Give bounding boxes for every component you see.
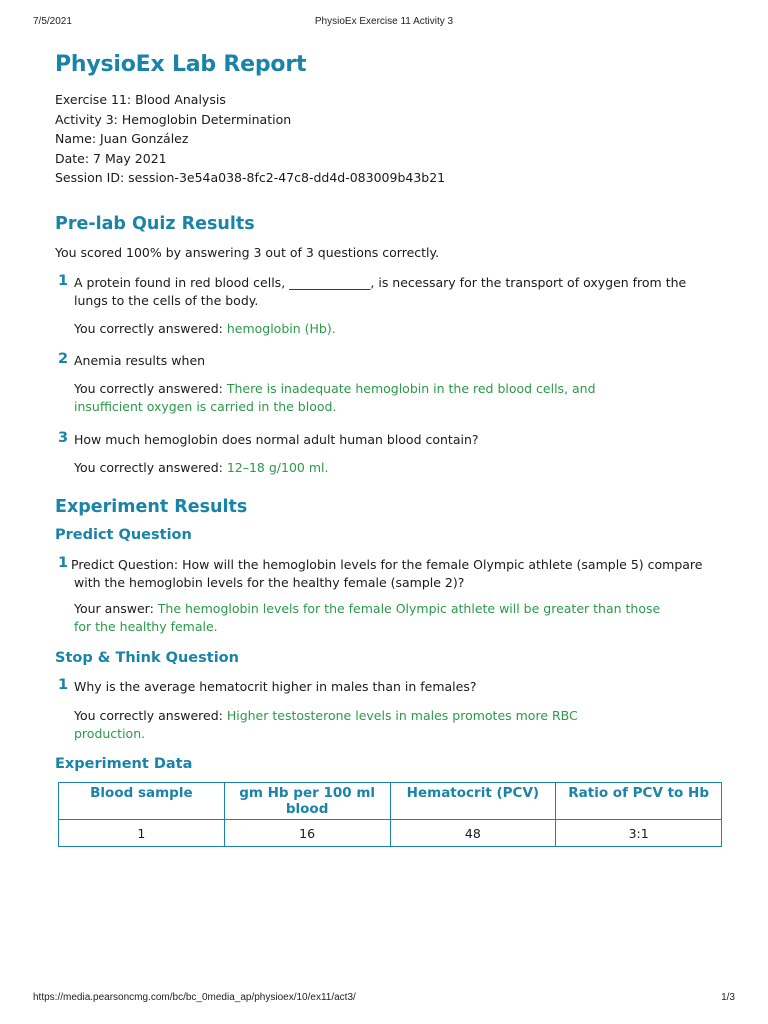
answer-text-cont: production. bbox=[74, 726, 146, 741]
footer-url[interactable]: https://media.pearsoncmg.com/bc/bc_0media_ap/physioex/10/ex11/act3/ bbox=[33, 992, 356, 1003]
answer-text: hemoglobin (Hb). bbox=[226, 321, 336, 336]
print-footer bbox=[0, 992, 768, 1006]
answer-label: Your answer: bbox=[74, 601, 158, 616]
answer-text: 12–18 g/100 ml. bbox=[226, 460, 329, 475]
meta-date: Date: 7 May 2021 bbox=[55, 150, 167, 166]
experiment-data-table bbox=[58, 782, 722, 847]
question-line: Predict Question: How will the hemoglobin levels for the female Olympic athlete (sample 5) compare bbox=[71, 557, 703, 572]
stop-think-question bbox=[55, 678, 725, 743]
answer bbox=[74, 600, 725, 636]
question-text: How much hemoglobin does normal adult human blood contain? bbox=[74, 432, 479, 447]
question-text bbox=[71, 556, 725, 592]
column-header: gm Hb per 100 ml blood bbox=[224, 783, 390, 820]
question-number: 2 bbox=[58, 351, 69, 367]
predict-question bbox=[55, 556, 725, 636]
question-text: Anemia results when bbox=[74, 353, 206, 368]
meta-activity: Activity 3: Hemoglobin Determination bbox=[55, 111, 292, 127]
experiment-data-heading: Experiment Data bbox=[55, 756, 193, 772]
stop-think-heading: Stop & Think Question bbox=[55, 650, 239, 666]
answer-text: There is inadequate hemoglobin in the red blood cells, and bbox=[226, 381, 596, 396]
question-line: with the hemoglobin levels for the healthy female (sample 2)? bbox=[74, 575, 465, 590]
column-header: Ratio of PCV to Hb bbox=[556, 783, 722, 820]
prelab-heading: Pre-lab Quiz Results bbox=[55, 214, 255, 234]
quiz-question-2 bbox=[55, 352, 725, 416]
question-number: 3 bbox=[58, 430, 69, 446]
question-line: A protein found in red blood cells, _____________, is necessary for the transport of oxygen from the bbox=[74, 275, 687, 290]
table-cell: 1 bbox=[59, 820, 225, 847]
meta-session-id: Session ID: session-3e54a038-8fc2-47c8-dd4d-083009b43b21 bbox=[55, 170, 446, 185]
print-title: PhysioEx Exercise 11 Activity 3 bbox=[314, 16, 454, 27]
question-text: Why is the average hematocrit higher in males than in females? bbox=[74, 679, 477, 694]
prelab-score: You scored 100% by answering 3 out of 3 questions correctly. bbox=[55, 245, 440, 260]
table-cell: 3:1 bbox=[556, 820, 722, 847]
print-date: 7/5/2021 bbox=[33, 16, 72, 27]
answer-text-cont: insufficient oxygen is carried in the blood. bbox=[74, 399, 337, 414]
answer-label: You correctly answered: bbox=[74, 708, 227, 723]
answer-text-cont: for the healthy female. bbox=[74, 619, 218, 634]
column-header: Hematocrit (PCV) bbox=[390, 783, 556, 820]
answer-label: You correctly answered: bbox=[74, 381, 227, 396]
meta-exercise: Exercise 11: Blood Analysis bbox=[55, 92, 226, 107]
column-header: Blood sample bbox=[59, 783, 225, 820]
quiz-question-3 bbox=[55, 431, 725, 477]
table-cell: 48 bbox=[390, 820, 556, 847]
table-header-row bbox=[59, 783, 722, 820]
question-line: lungs to the cells of the body. bbox=[74, 293, 259, 308]
question-number: 1 bbox=[58, 273, 69, 289]
answer-text: The hemoglobin levels for the female Olympic athlete will be greater than those bbox=[157, 601, 661, 616]
quiz-question-1 bbox=[55, 274, 725, 338]
table-cell: 16 bbox=[224, 820, 390, 847]
answer bbox=[74, 380, 725, 416]
answer-label: You correctly answered: bbox=[74, 321, 227, 336]
page-number: 1/3 bbox=[721, 992, 735, 1003]
answer bbox=[74, 459, 725, 477]
answer-text: Higher testosterone levels in males promotes more RBC bbox=[226, 708, 578, 723]
table-row bbox=[59, 820, 722, 847]
experiment-heading: Experiment Results bbox=[55, 497, 248, 517]
report-body bbox=[55, 0, 725, 1024]
answer bbox=[74, 320, 725, 338]
page-title: PhysioEx Lab Report bbox=[55, 52, 307, 77]
meta-name: Name: Juan González bbox=[55, 131, 189, 146]
predict-heading: Predict Question bbox=[55, 527, 192, 543]
question-number: 1 bbox=[58, 555, 69, 571]
answer-label: You correctly answered: bbox=[74, 460, 227, 475]
answer bbox=[74, 707, 725, 743]
question-number: 1 bbox=[58, 677, 69, 693]
question-text bbox=[74, 274, 725, 310]
